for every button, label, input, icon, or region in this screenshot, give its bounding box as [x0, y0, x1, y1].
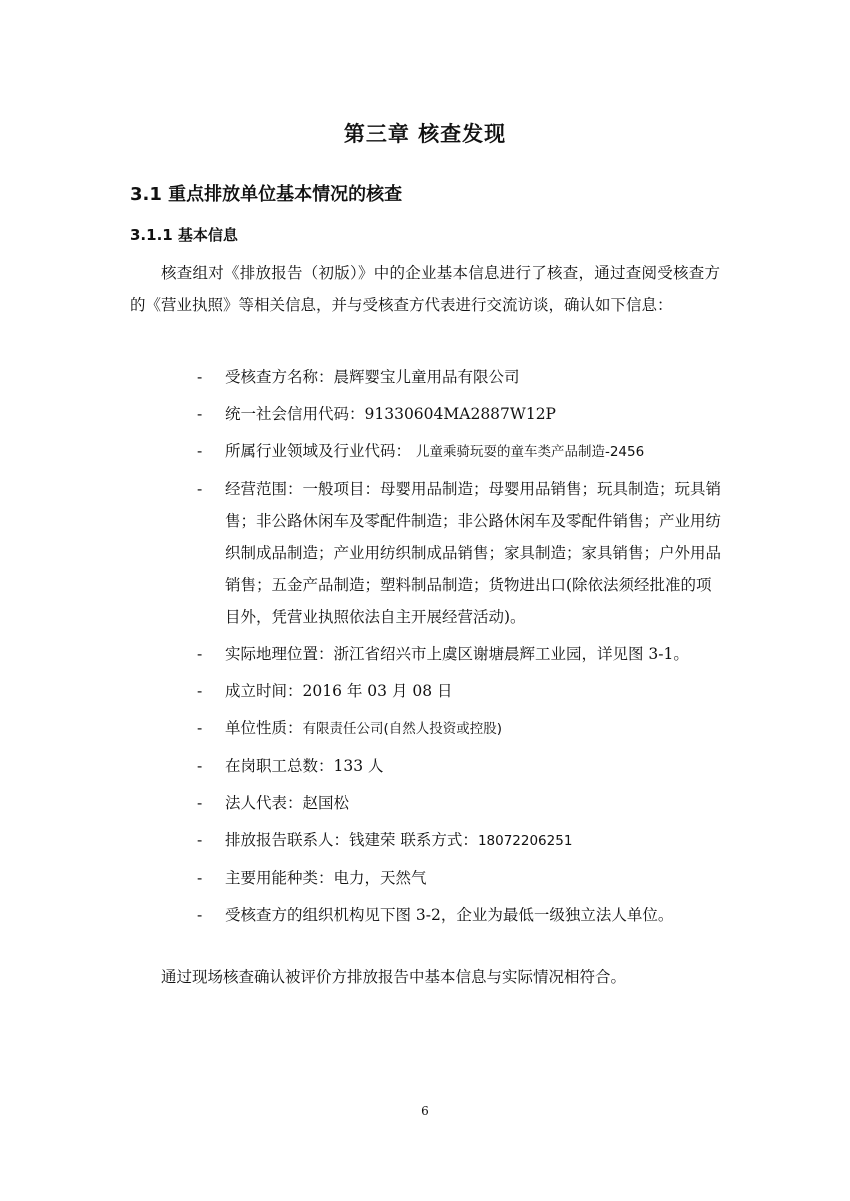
list-item-founded: [0, 675, 725, 707]
list-dash: -: [197, 719, 203, 737]
list-item-location: [0, 638, 725, 670]
intro-paragraph: 核查组对《排放报告（初版）》中的企业基本信息进行了核查，通过查阅受核查方的《营业执照》等相关信息，并与受核查方代表进行交流访谈，确认如下信息：: [130, 264, 720, 314]
list-item-employees: [0, 750, 725, 782]
contact-label: 排放报告联系人：钱建荣 联系方式：: [225, 831, 478, 849]
conclusion-paragraph: 通过现场核查确认被评价方排放报告中基本信息与实际情况相符合。: [161, 968, 627, 986]
location-text: 实际地理位置：浙江省绍兴市上虞区谢塘晨辉工业园，详见图 3-1。: [225, 645, 689, 663]
nature-label: 单位性质：: [225, 719, 303, 737]
org-text: 受核查方的组织机构见下图 3-2，企业为最低一级独立法人单位。: [225, 906, 674, 924]
industry-value: 儿童乘骑玩耍的童车类产品制造-2456: [415, 444, 645, 460]
list-dash: -: [197, 794, 203, 812]
section-title: 3.1 重点排放单位基本情况的核查: [130, 184, 403, 205]
company-name-text: 受核查方名称：晨辉婴宝儿童用品有限公司: [225, 368, 520, 386]
credit-code-text: 统一社会信用代码：91330604MA2887W12P: [225, 405, 556, 423]
list-dash: -: [197, 906, 203, 924]
list-item-name: [0, 361, 725, 393]
list-dash: -: [197, 405, 203, 423]
subsection-title: 3.1.1 基本信息: [130, 226, 238, 244]
chapter-title: 第三章 核查发现: [343, 122, 507, 146]
list-dash: -: [197, 480, 203, 498]
list-item-legal-rep: [0, 787, 725, 819]
page-number: 6: [421, 1104, 429, 1118]
list-item-nature: [0, 712, 725, 745]
list-dash: -: [197, 757, 203, 775]
list-dash: -: [197, 869, 203, 887]
energy-text: 主要用能种类：电力，天然气: [225, 869, 427, 887]
list-dash: -: [197, 368, 203, 386]
list-dash: -: [197, 831, 203, 849]
list-item-credit-code: [0, 398, 725, 430]
list-item-org: [0, 899, 725, 931]
nature-value: 有限责任公司(自然人投资或控股): [302, 721, 503, 737]
industry-label: 所属行业领域及行业代码：: [225, 442, 412, 460]
basic-info-list: [0, 361, 850, 936]
list-item-industry: [0, 435, 725, 468]
contact-value: 18072206251: [477, 833, 573, 849]
list-dash: -: [197, 645, 203, 663]
founded-text: 成立时间：2016 年 03 月 08 日: [225, 682, 453, 700]
employees-text: 在岗职工总数：133 人: [225, 757, 384, 775]
list-dash: -: [197, 682, 203, 700]
list-item-scope: [0, 473, 725, 633]
business-scope-text: 经营范围：一般项目：母婴用品制造；母婴用品销售；玩具制造；玩具销售；非公路休闲车及零配件制造；非公路休闲车及零配件销售；产业用纺织制成品制造；产业用纺织制成品销售；家具制造；家具销售；户外用品销售；五金产品制造；塑料制品制造；货物进出口(除依法须经批准的项目外，凭营业执照依法自主开展经营活动)。: [225, 480, 722, 626]
list-dash: -: [197, 442, 203, 460]
list-item-contact: [0, 824, 725, 857]
list-item-energy: [0, 862, 725, 894]
legal-rep-text: 法人代表：赵国松: [225, 794, 350, 812]
